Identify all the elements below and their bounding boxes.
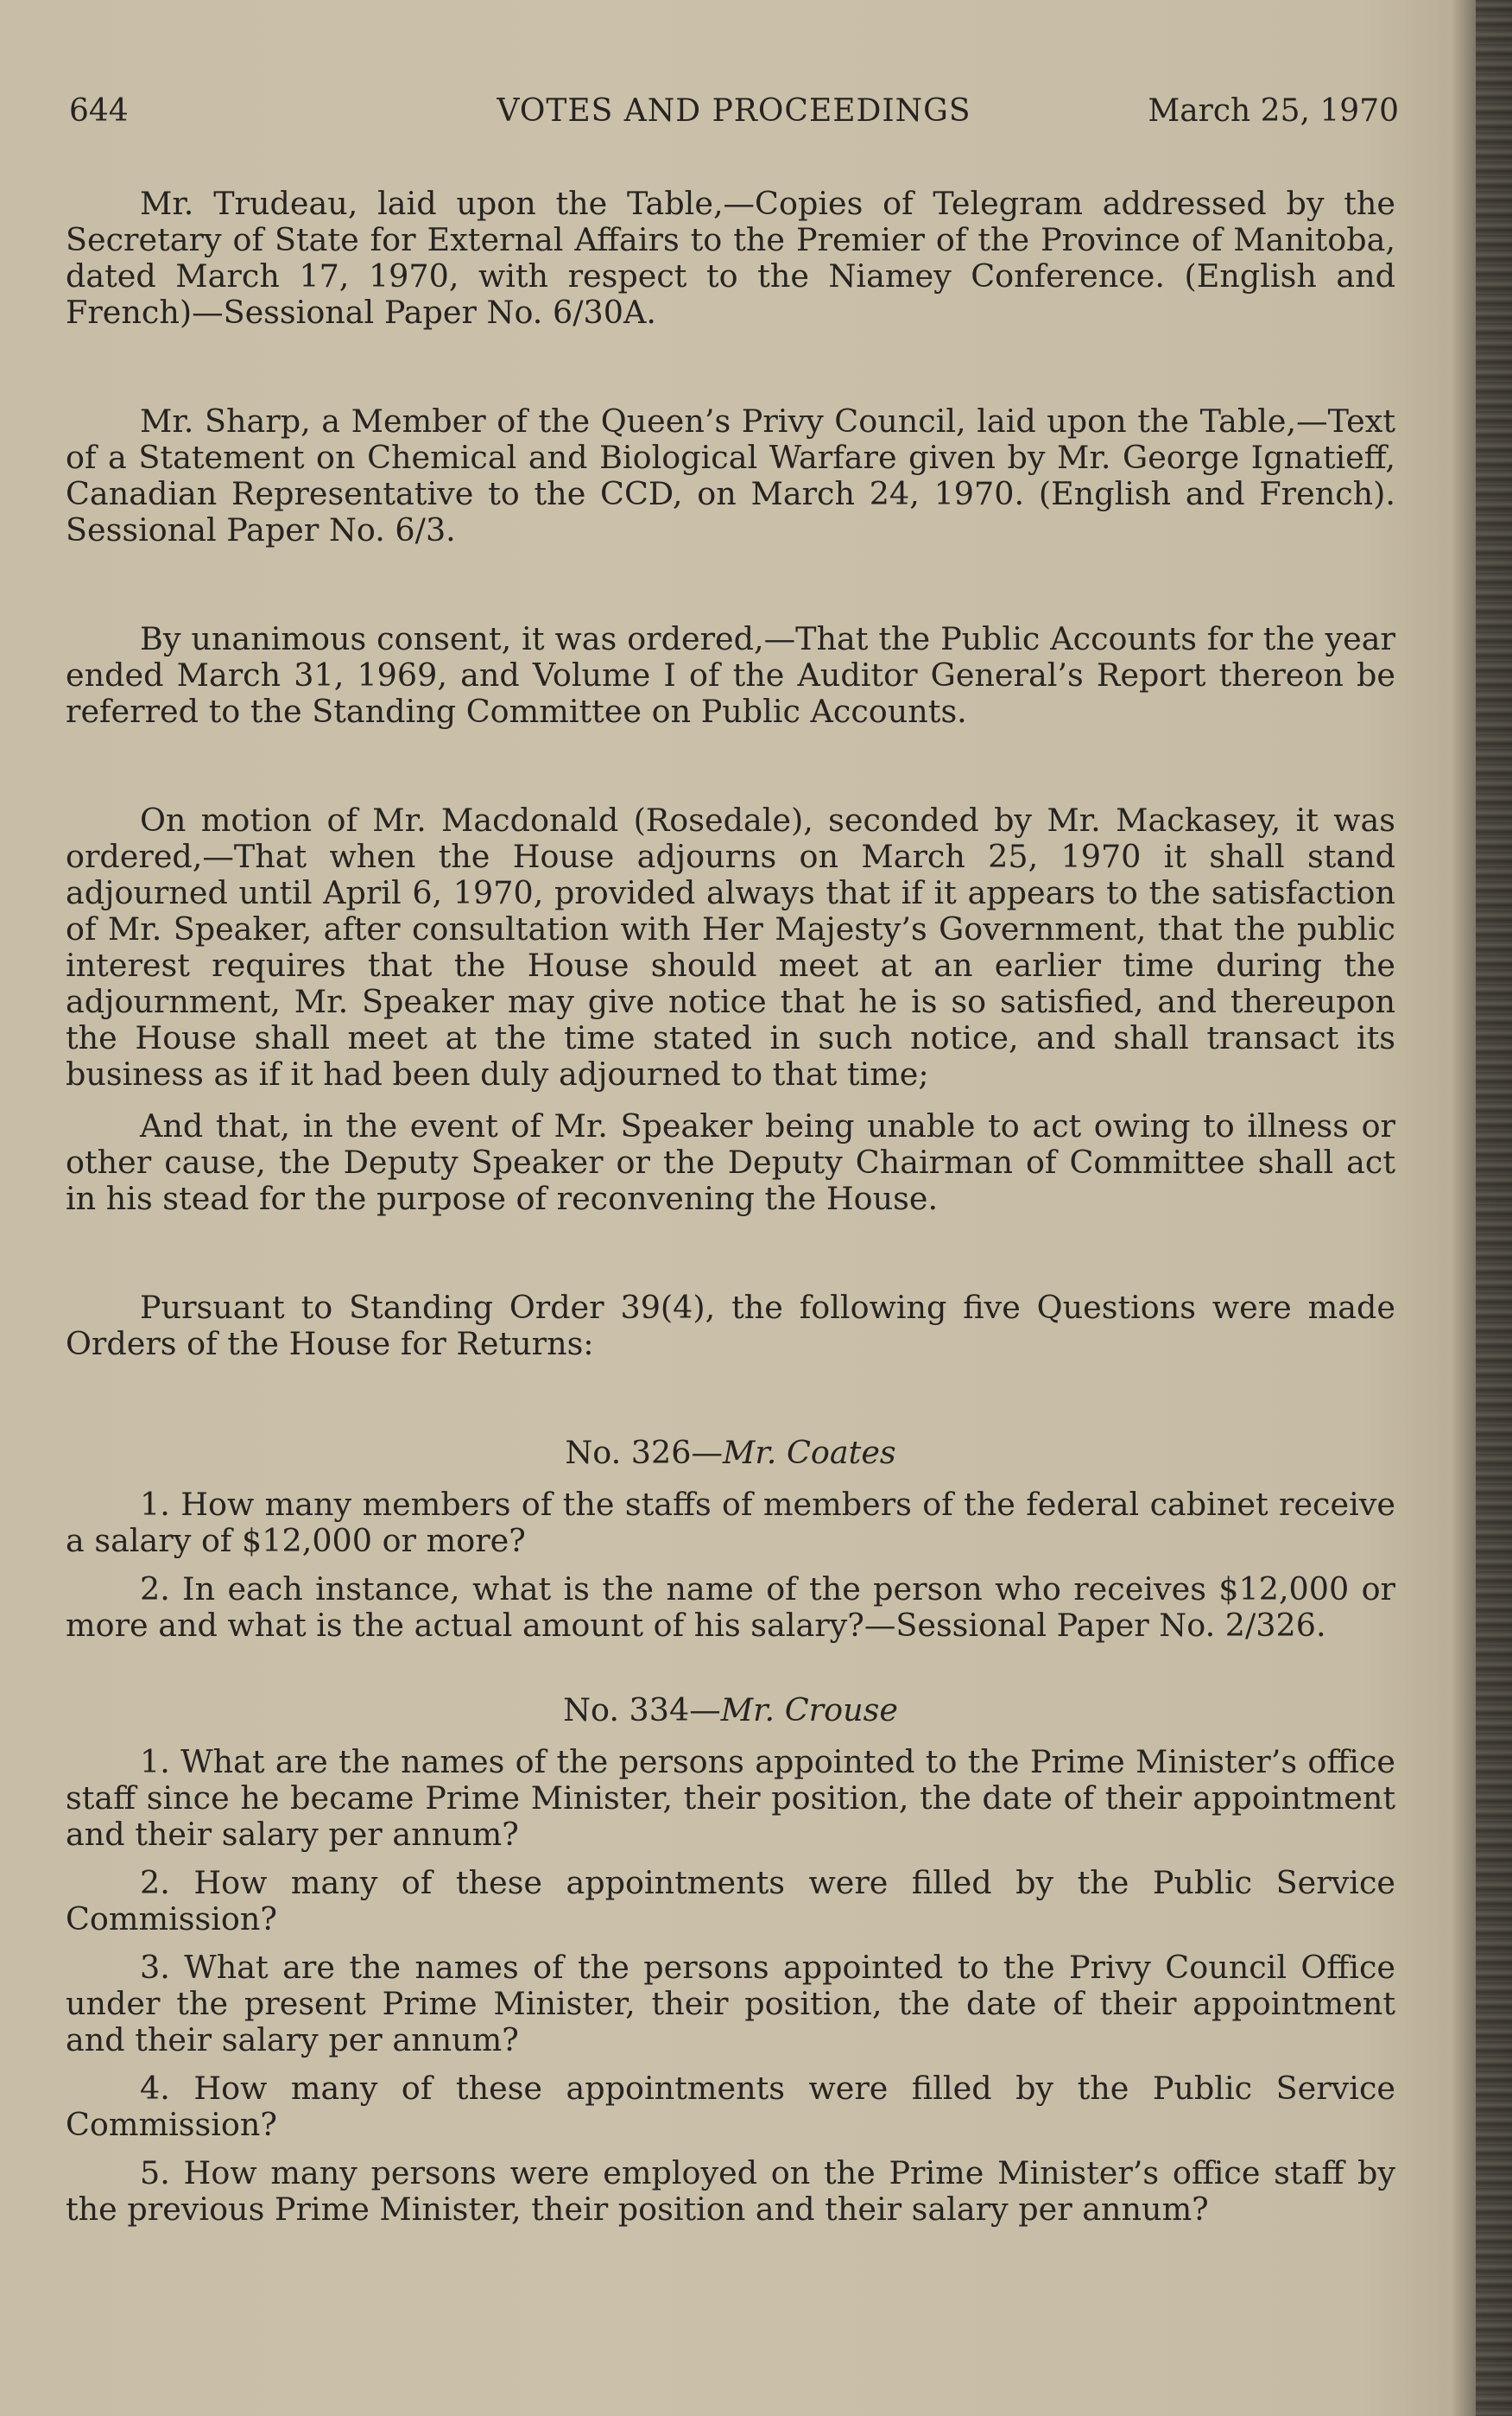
question-number: No. 326— — [565, 1434, 723, 1471]
page-body — [66, 186, 1395, 2240]
question-member: Mr. Crouse — [720, 1691, 898, 1728]
question-334-item-1: 1. What are the names of the persons appointed to the Prime Minister’s office staff since he became Prime Minister, their position, the date of their appointment and their salary per annum? — [66, 1743, 1395, 1853]
question-number: No. 334— — [563, 1691, 721, 1728]
paragraph-standing-order: Pursuant to Standing Order 39(4), the following five Questions were made Orders of the House for Returns: — [66, 1289, 1395, 1362]
question-334-item-3: 3. What are the names of the persons appointed to the Privy Council Office under the present Prime Minister, their position, the date of their appointment and their salary per annum? — [66, 1949, 1395, 2058]
page-binding-edge — [1476, 0, 1512, 2416]
question-334-item-5: 5. How many persons were employed on the Prime Minister’s office staff by the previous Prime Minister, their position and their salary per annum? — [66, 2154, 1395, 2228]
header-date: March 25, 1970 — [1148, 93, 1399, 129]
question-member: Mr. Coates — [722, 1434, 896, 1471]
question-334-item-2: 2. How many of these appointments were filled by the Public Service Commission? — [66, 1864, 1395, 1937]
paragraph-adjournment-motion: On motion of Mr. Macdonald (Rosedale), seconded by Mr. Mackasey, it was ordered,—That when the House adjourns on March 25, 1970 it shall stand adjourned until April 6, 1970, provided always that if it appears to the satisfaction of Mr. Speaker, after consultation with Her Majesty’s Government, that the public interest requires that the House should meet at an earlier time during the adjournment, Mr. Speaker may give notice that he is so satisfied, and thereupon the House shall meet at the time stated in such notice, and shall transact its business as if it had been duly adjourned to that time; — [66, 802, 1395, 1093]
paragraph-sharp-statement: Mr. Sharp, a Member of the Queen’s Privy Council, laid upon the Table,—Text of a Statement on Chemical and Biological Warfare given by Mr. George Ignatieff, Canadian Representative to the CCD, on March 24, 1970. (English and French). Sessional Paper No. 6/3. — [66, 403, 1395, 549]
paragraph-deputy-speaker: And that, in the event of Mr. Speaker being unable to act owing to illness or other cause, the Deputy Speaker or the Deputy Chairman of Committee shall act in his stead for the purpose of reconvening the House. — [66, 1107, 1395, 1217]
running-header — [69, 93, 1399, 136]
question-326-item-1: 1. How many members of the staffs of members of the federal cabinet receive a salary of $12,000 or more? — [66, 1486, 1395, 1559]
paragraph-trudeau-telegram: Mr. Trudeau, laid upon the Table,—Copies of Telegram addressed by the Secretary of State for External Affairs to the Premier of the Province of Manitoba, dated March 17, 1970, with respect to the Niamey Conference. (English and French)—Sessional Paper No. 6/30A. — [66, 185, 1395, 331]
question-326-item-2: 2. In each instance, what is the name of the person who receives $12,000 or more and what is the actual amount of his salary?—Sessional Paper No. 2/326. — [66, 1570, 1395, 1644]
question-334-item-4: 4. How many of these appointments were filled by the Public Service Commission? — [66, 2070, 1395, 2143]
paragraph-public-accounts: By unanimous consent, it was ordered,—That the Public Accounts for the year ended March 31, 1969, and Volume I of the Auditor General’s Report thereon be referred to the Standing Committee on Public Accounts. — [66, 620, 1395, 730]
question-heading-326 — [66, 1435, 1395, 1471]
header-title: VOTES AND PROCEEDINGS — [497, 93, 971, 129]
question-heading-334 — [66, 1692, 1395, 1728]
page-number: 644 — [69, 93, 129, 129]
